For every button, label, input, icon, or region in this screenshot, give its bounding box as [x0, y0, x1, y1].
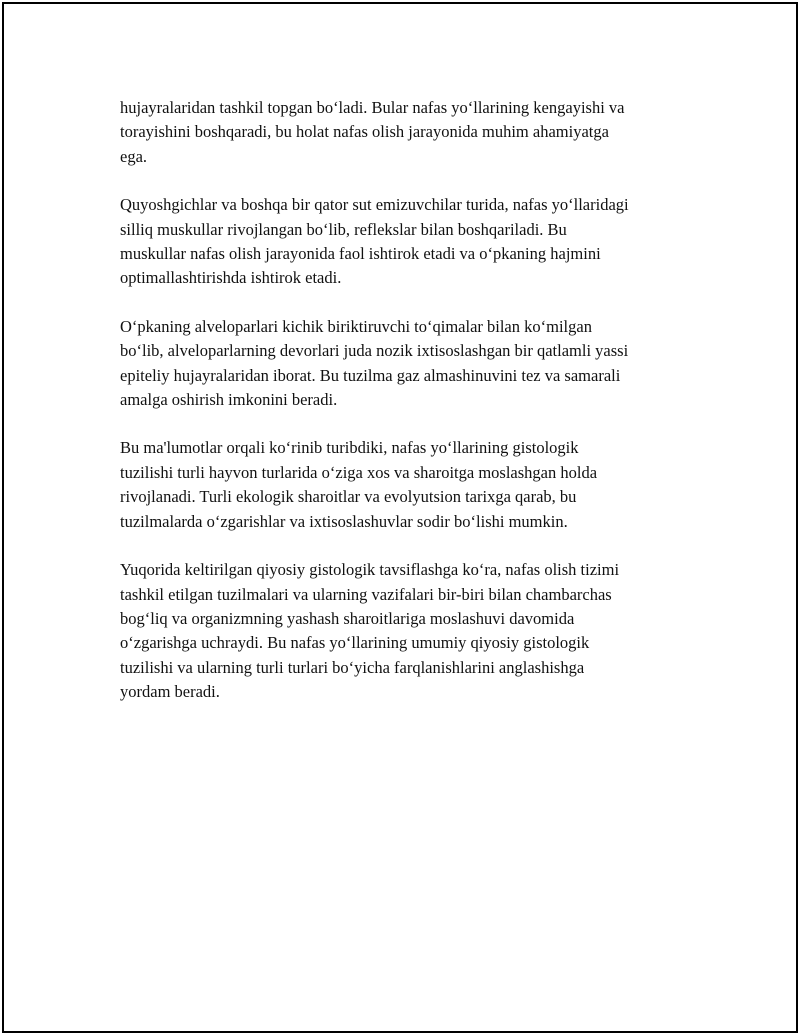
- paragraph-3: [120, 315, 692, 413]
- paragraph-line: torayishini boshqaradi, bu holat nafas olish jarayonida muhim ahamiyatga: [120, 122, 609, 142]
- paragraph-line: bog‘liq va organizmning yashash sharoitlariga moslashuvi davomida: [120, 608, 575, 628]
- paragraph-line: Quyoshgichlar va boshqa bir qator sut emizuvchilar turida, nafas yo‘llaridagi: [120, 195, 629, 215]
- paragraph-line: rivojlanadi. Turli ekologik sharoitlar va evolyutsion tarixga qarab, bu: [120, 487, 577, 507]
- paragraph-line: muskullar nafas olish jarayonida faol ishtirok etadi va o‘pkaning hajmini: [120, 244, 601, 264]
- paragraph-line: tuzilishi turli hayvon turlarida o‘ziga xos va sharoitga moslashgan holda: [120, 462, 598, 482]
- paragraph-2: [120, 193, 692, 291]
- paragraph-line: ega.: [120, 146, 148, 166]
- paragraph-line: hujayralaridan tashkil topgan bo‘ladi. Bular nafas yo‘llarining kengayishi va: [120, 98, 625, 117]
- paragraph-line: Bu ma'lumotlar orqali ko‘rinib turibdiki, nafas yo‘llarining gistologik: [120, 438, 579, 458]
- paragraph-line: silliq muskullar rivojlangan bo‘lib, reflekslar bilan boshqariladi. Bu: [120, 219, 567, 239]
- paragraph-line: tashkil etilgan tuzilmalari va ularning vazifalari bir-biri bilan chambarchas: [120, 584, 612, 604]
- paragraph-line: O‘pkaning alveloparlari kichik biriktiruvchi to‘qimalar bilan ko‘milgan: [120, 316, 592, 336]
- paragraph-5: [120, 558, 692, 704]
- paragraph-line: tuzilishi va ularning turli turlari bo‘yicha farqlanishlarini anglashishga: [120, 657, 585, 677]
- paragraph-line: epiteliy hujayralaridan iborat. Bu tuzilma gaz almashinuvini tez va samarali: [120, 365, 621, 385]
- paragraph-1: [120, 96, 692, 169]
- paragraph-line: yordam beradi.: [120, 682, 220, 702]
- paragraph-line: bo‘lib, alveloparlarning devorlari juda nozik ixtisoslashgan bir qatlamli yassi: [120, 341, 629, 361]
- paragraph-line: amalga oshirish imkonini beradi.: [120, 390, 338, 410]
- paragraph-line: Yuqorida keltirilgan qiyosiy gistologik tavsiflashga ko‘ra, nafas olish tizimi: [120, 560, 620, 580]
- paragraph-line: o‘zgarishga uchraydi. Bu nafas yo‘llarining umumiy qiyosiy gistologik: [120, 633, 590, 653]
- paragraph-4: [120, 436, 692, 534]
- document-body: [120, 96, 692, 729]
- paragraph-line: tuzilmalarda o‘zgarishlar va ixtisoslashuvlar sodir bo‘lishi mumkin.: [120, 511, 568, 531]
- document-page: [2, 2, 798, 1033]
- paragraph-line: optimallashtirishda ishtirok etadi.: [120, 268, 342, 288]
